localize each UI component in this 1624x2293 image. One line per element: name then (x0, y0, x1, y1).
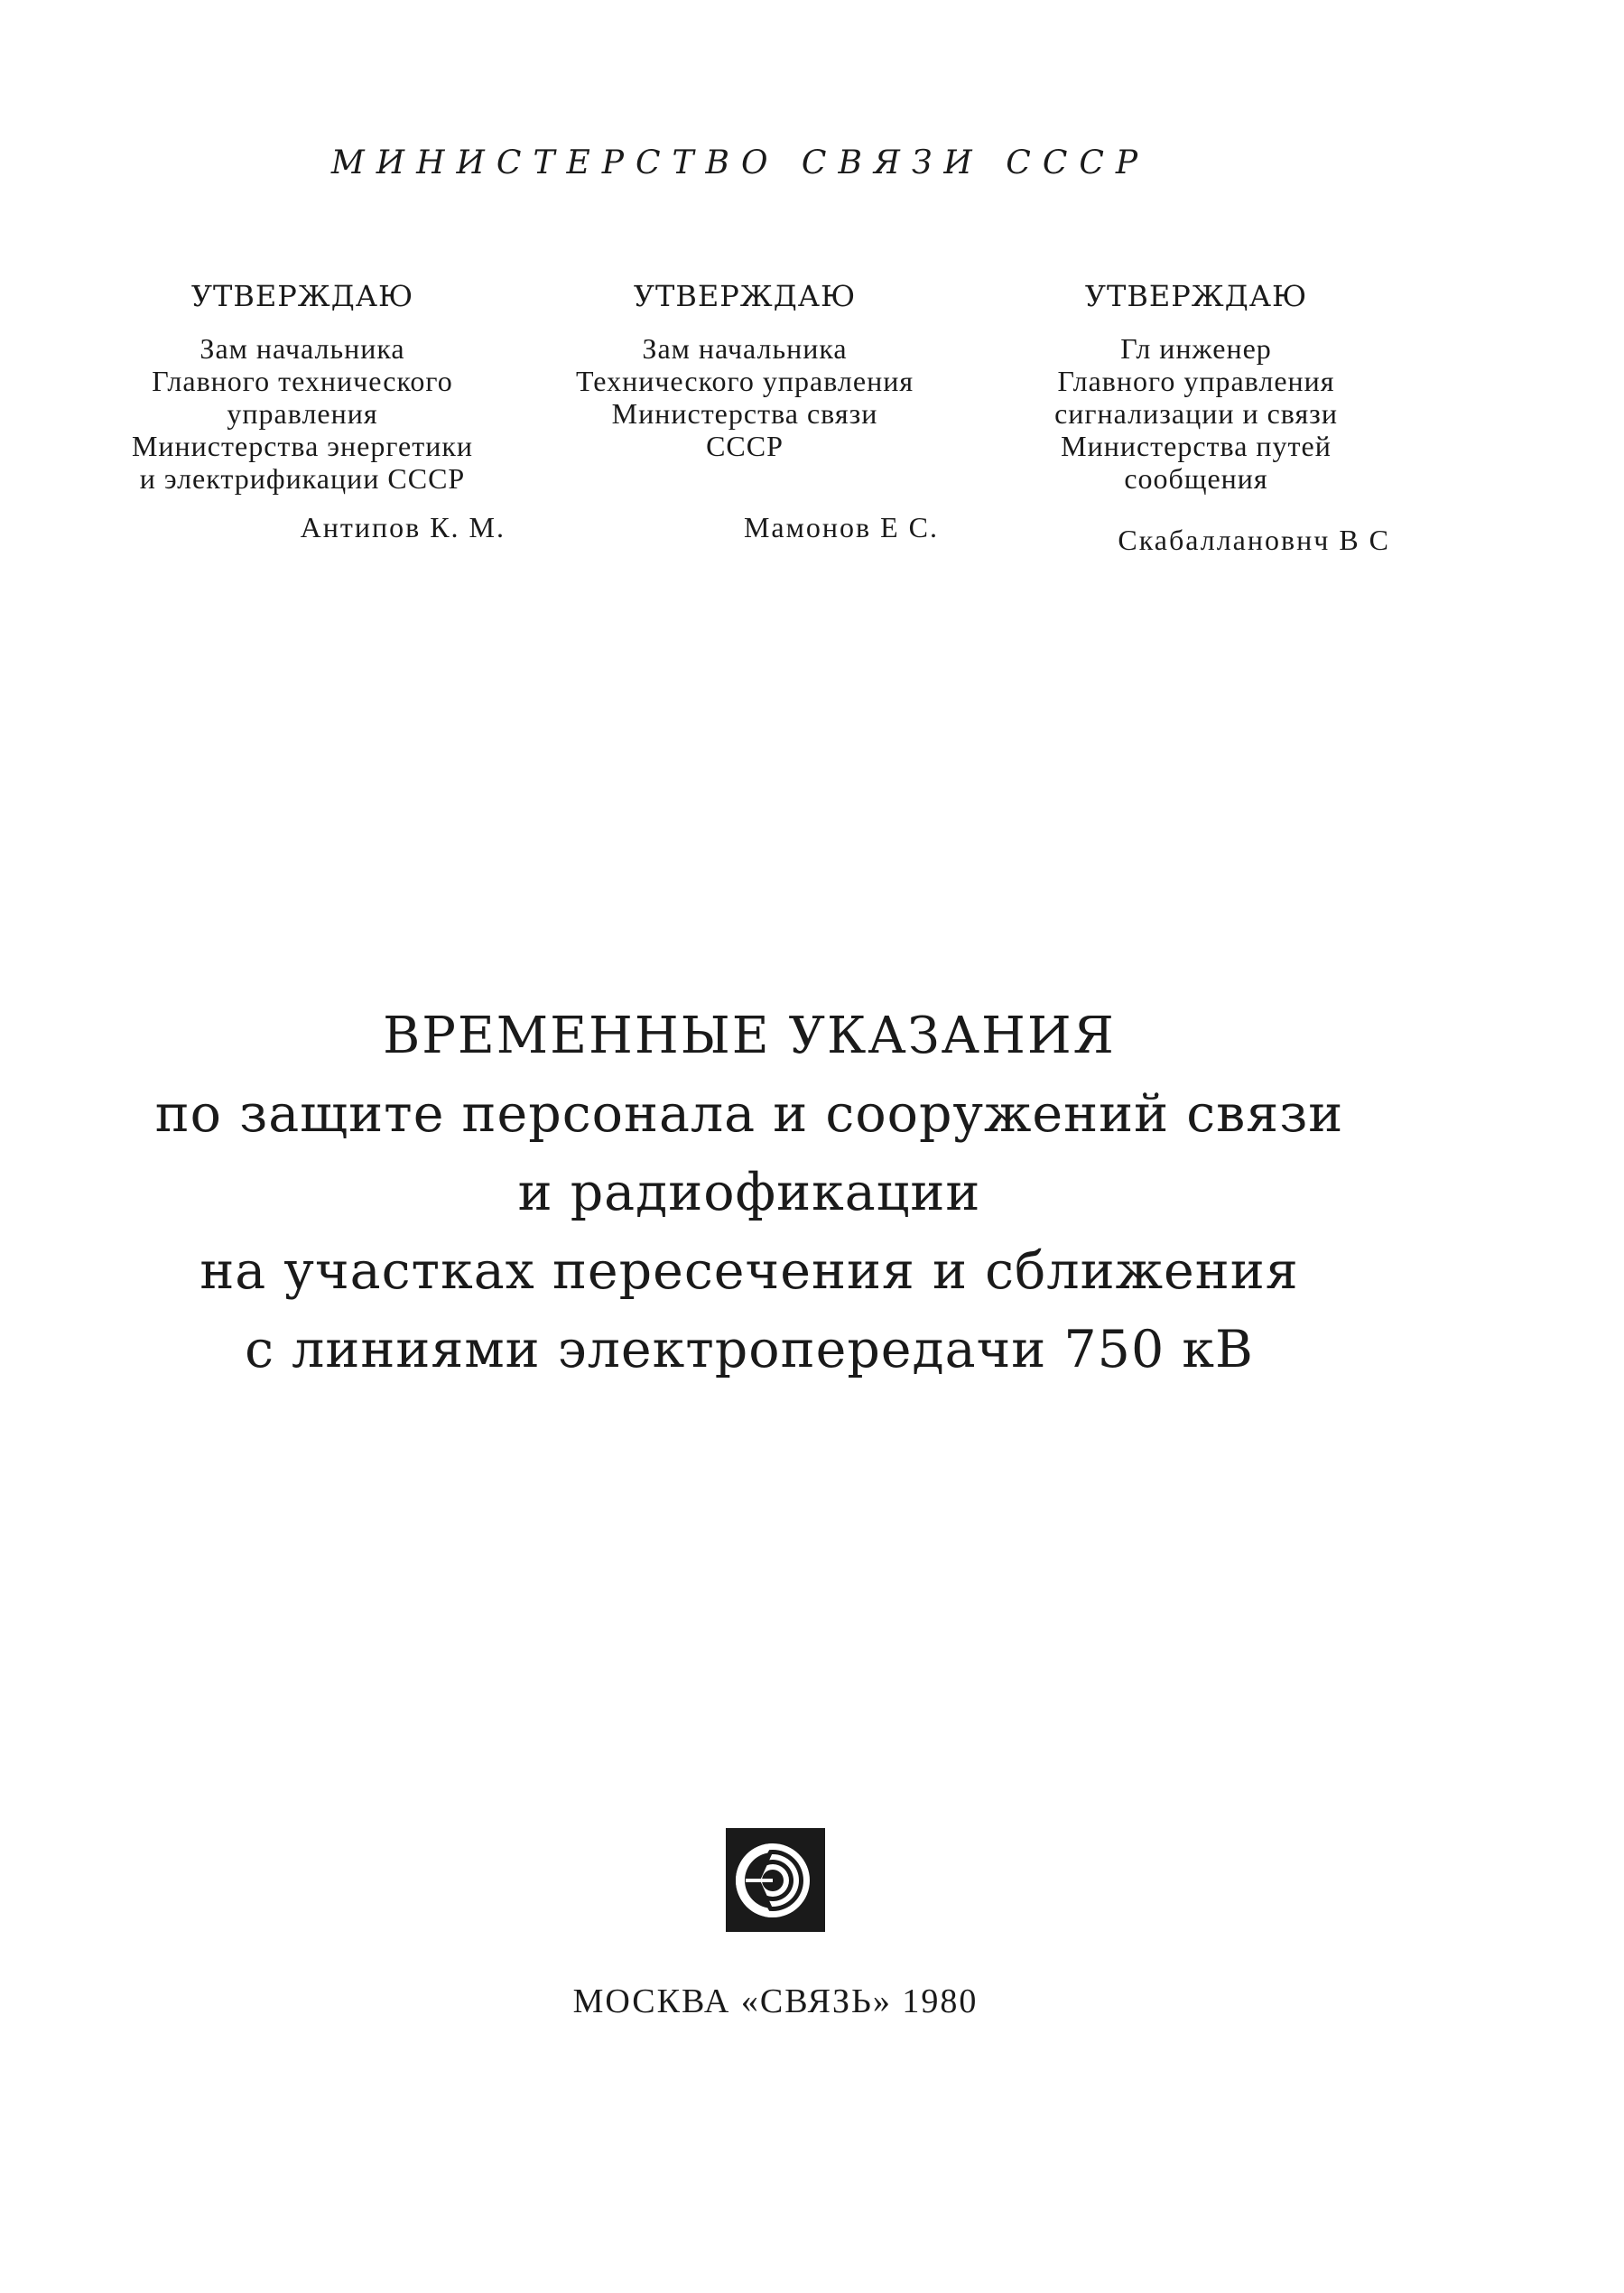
title-line: по защите персонала и сооружений связи (154, 1084, 1344, 1144)
title-line: и радиофикации (517, 1163, 981, 1222)
approval-line: Министерства связи (611, 397, 878, 430)
approval-block-energy (99, 279, 506, 543)
approval-block-communications (533, 279, 957, 543)
approval-line: управления (227, 397, 378, 430)
approval-signatory: Мамонов Е С. (743, 511, 939, 543)
title-line: с линиями электропередачи 750 кВ (245, 1320, 1254, 1379)
publisher-logo-icon (726, 1828, 825, 1932)
approval-heading: УТВЕРЖДАЮ (1084, 279, 1308, 313)
approval-line: Зам начальника (200, 332, 405, 365)
approval-signatory: Скабаллановнч В С (1118, 524, 1390, 556)
title-line: на участках пересечения и сближения (200, 1241, 1299, 1301)
approval-line: сигнализации и связи (1054, 397, 1338, 430)
title-main: ВРЕМЕННЫЕ УКАЗАНИЯ (383, 1007, 1116, 1065)
document-title (0, 998, 1499, 1389)
publisher-imprint: МОСКВА «СВЯЗЬ» 1980 (572, 1982, 979, 2020)
approval-line: Главного технического (152, 365, 453, 397)
approval-line: сообщения (1124, 462, 1268, 495)
approval-line: Гл инженер (1120, 332, 1272, 365)
approval-heading: УТВЕРЖДАЮ (633, 279, 857, 313)
approval-block-railways (1011, 279, 1390, 556)
approval-line: Министерства энергетики (131, 430, 474, 462)
approval-line: Министерства путей (1061, 430, 1332, 462)
approval-line: Главного управления (1057, 365, 1335, 397)
approval-line: Зам начальника (642, 332, 848, 365)
approval-signatory: Антипов К. М. (300, 511, 506, 543)
approval-heading: УТВЕРЖДАЮ (190, 279, 414, 313)
approval-line: СССР (706, 430, 784, 462)
ministry-header: МИНИСТЕРСТВО СВЯЗИ СССР (330, 144, 1150, 181)
approval-line: и электрификации СССР (139, 462, 466, 495)
approval-line: Технического управления (575, 365, 914, 397)
